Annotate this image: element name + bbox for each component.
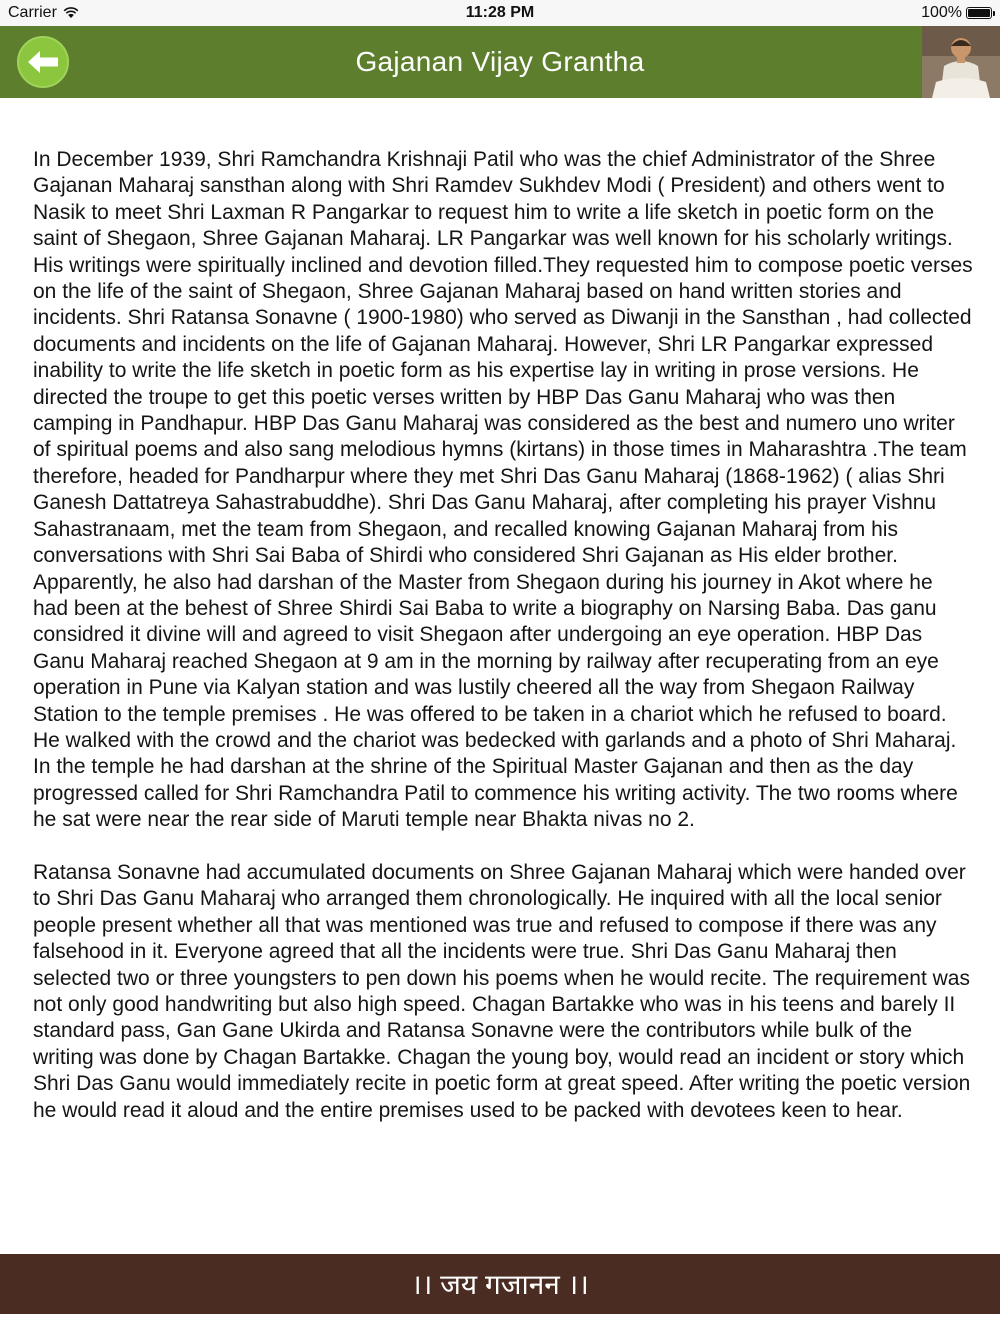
footer-text: ।। जय गजानन ।। — [411, 1269, 589, 1300]
battery-percent: 100% — [921, 4, 962, 21]
saint-portrait-icon — [922, 26, 1000, 98]
page-title: Gajanan Vijay Grantha — [355, 46, 645, 77]
battery-group — [921, 4, 992, 22]
article-paragraph: Ratansa Sonavne had accumulated documents on Shree Gajanan Maharaj which were handed over to Shri Das Ganu Maharaj who arranged them chronologically. He inquired with all the local senior people present whether all that was mentioned was true and refused to compose if there was any falsehood in it. Everyone agreed that all the incidents were true. Shri Das Ganu Maharaj then selected two or three youngsters to pen down his poems when he would recite. The requirement was not only good handwriting but also high speed. Chagan Bartakke who was in his teens and barely II standard pass, Gan Gane Ukirda and Ratansa Sonavne were the contributors while bulk of the writing was done by Chagan Bartakke. Chagan the young boy, would read an incident or story which Shri Das Ganu would immediately recite in poetic form at great speed. After writing the poetic version he would read it aloud and the entire premises used to be packed with devotees keen to hear. — [33, 860, 971, 1122]
avatar[interactable] — [922, 26, 1000, 98]
back-button[interactable] — [17, 36, 69, 88]
article-body — [33, 147, 973, 1150]
footer-banner — [0, 1254, 1000, 1314]
battery-icon — [966, 7, 992, 19]
article-paragraph: In December 1939, Shri Ramchandra Krishnaji Patil who was the chief Administrator of the Shree Gajanan Maharaj sansthan along with Shri Ramdev Sukhdev Modi ( President) and others went to Nasik to meet Shri Laxman R Pangarkar to request him to write a life sketch in poetic form on the saint of Shegaon, Shree Gajanan Maharaj. LR Pangarkar was well known for his scholarly writings. His writings were spiritually inclined and devotion filled.They requested him to compose poetic verses on the life of the saint of Shegaon, Shree Gajanan Maharaj based on hand written stories and incidents. Shri Ratansa Sonavne ( 1900-1980) who served as Diwanji in the Sansthan , had collected documents and incidents on the life of Gajanan Maharaj. However, Shri LR Pangarkar expressed inability to write the life sketch in poetic form as his expertise lay in writing in prose versions. He directed the troupe to get this poetic verses written by HBP Das Ganu Maharaj who was then camping in Pandhapur. HBP Das Ganu Maharaj was considered as the best and numero uno writer of spiritual poems and also sang melodious hymns (kirtans) in those times in Maharashtra .The team therefore, headed for Pandharpur where they met Shri Das Ganu Maharaj (1868-1962) ( alias Shri Ganesh Dattatreya Sahastrabuddhe). Shri Das Ganu Maharaj, after completing his prayer Vishnu Sahastranaam, met the team from Shegaon, and recalled knowing Gajanan Maharaj from his conversations with Shri Sai Baba of Shirdi who considered Shri Gajanan as His elder brother. Apparently, he also had darshan of the Master from Shegaon during his journey in Akot where he had been at the behest of Shree Shirdi Sai Baba to write a biography on Narsing Baba. Das ganu considred it divine will and agreed to visit Shegaon after undergoing an eye operation. HBP Das Ganu Maharaj reached Shegaon at 9 am in the morning by railway after recuperating from an eye operation in Pune via Kalyan station and was lustily cheered all the way from Shegaon Railway Station to the temple premises . He was offered to be taken in a chariot which he refused to board. He walked with the crowd and the chariot was bedecked with garlands and a photo of Shri Maharaj. In the temple he had darshan at the shrine of the Spiritual Master Gajanan and then as the day progressed called for Shri Ramchandra Patil to commence his writing activity. The two rooms where he sat were near the rear side of Maruti temple near Bhakta nivas no 2. — [33, 148, 973, 832]
status-bar — [0, 0, 1000, 26]
bottom-strip — [0, 1314, 1000, 1334]
carrier-label: Carrier — [8, 4, 57, 21]
status-time: 11:28 PM — [465, 4, 535, 21]
navigation-bar — [0, 26, 1000, 98]
arrow-left-icon — [26, 49, 60, 75]
